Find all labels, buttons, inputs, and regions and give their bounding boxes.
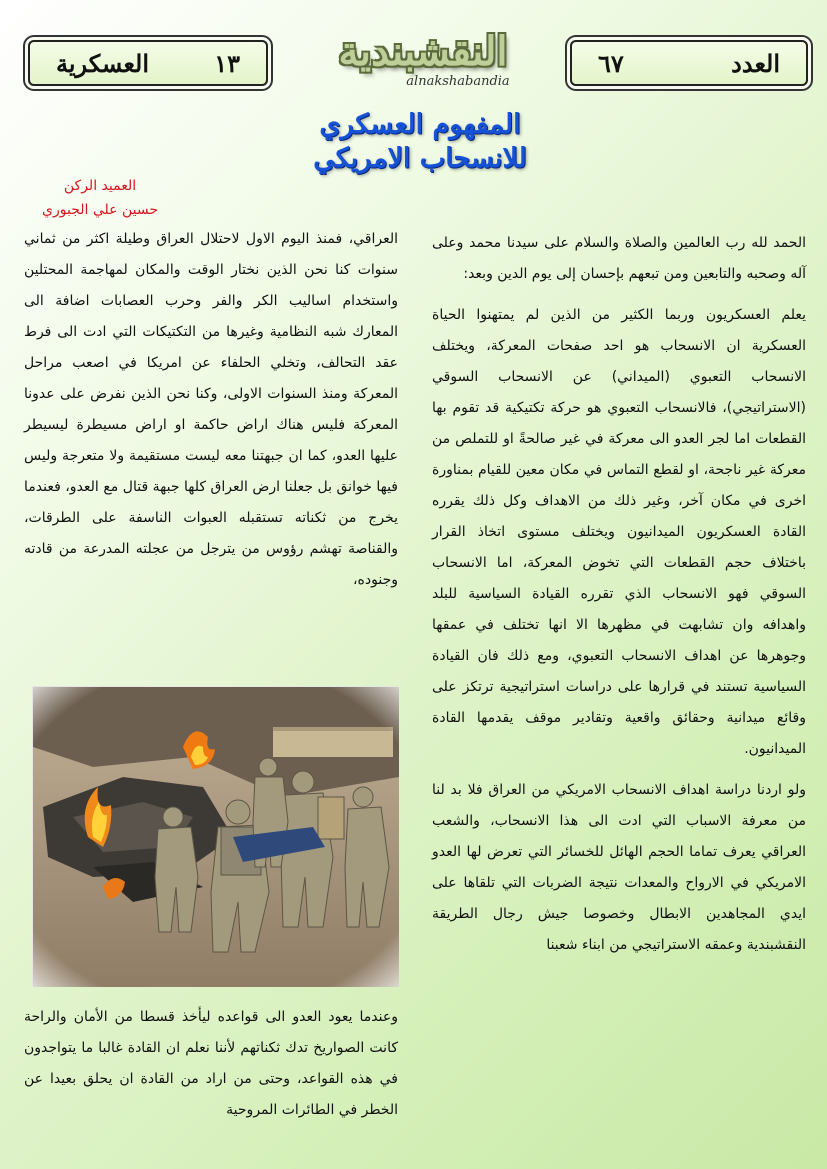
author-byline bbox=[20, 174, 180, 222]
issue-banner bbox=[570, 40, 808, 86]
author-name: حسين علي الجبوري bbox=[42, 202, 158, 218]
title-line-2: للانسحاب الامريكي bbox=[313, 143, 527, 174]
paragraph-left-bottom: وعندما يعود العدو الى قواعده ليأخذ قسطا من الأمان والراحة كانت الصواريخ تدك ثكناتهم لأننا نعلم ان القادة غالبا ما يتواجدون في هذه القواعد، وحتى من اراد من القادة ان يحلق بعيدا عن الخطر في الطائرات المروحية bbox=[24, 1009, 398, 1118]
author-rank: العميد الركن bbox=[63, 178, 137, 194]
issue-number: ٦٧ bbox=[598, 48, 624, 78]
logo-text: النقشبندية bbox=[338, 28, 508, 75]
issue-label: العدد bbox=[731, 48, 780, 78]
article-column-left-bottom bbox=[24, 1002, 398, 1136]
magazine-logo bbox=[298, 24, 548, 104]
page-number: ١٣ bbox=[214, 48, 240, 78]
article-column-left-top bbox=[24, 224, 398, 606]
section-name: العسكرية bbox=[56, 48, 150, 78]
paragraph-intro: الحمد لله رب العالمين والصلاة والسلام على سيدنا محمد وعلى آله وصحبه والتابعين ومن تبعهم بإحسان إلى يوم الدين وبعد: bbox=[432, 235, 806, 282]
article-photo bbox=[32, 686, 398, 986]
article-title bbox=[200, 108, 640, 176]
soldiers-wreck-image bbox=[33, 687, 399, 987]
page-header bbox=[8, 18, 819, 98]
paragraph-withdrawal-types: يعلم العسكريون وربما الكثير من الذين لم يمتهنوا الحياة العسكرية ان الانسحاب هو احد صفحات المعركة، ويختلف الانسحاب التعبوي (الميداني) عن الانسحاب السوقي (الاستراتيجي)، فالانسحاب التعبوي هو حركة تكتيكية قد تقوم بها القطعات اما لجر العدو الى معركة في غير صالحةً او للتملص من معركة غير ناجحة، او لقطع التماس في مكان معين للقيام بمناورة اخرى في مكان آخر، وغير ذلك من الاهداف وكل ذلك يقرره القادة العسكريون الميدانيون ويختلف مستوى اتخاذ القرار باختلاف حجم القطعات التي تخوض المعركة، اما الانسحاب السوقي فهو الانسحاب الذي تقرره القيادة السياسية للبلد واهدافه وان تشابهت في مظهرها الا انها تختلف في عمقها وجوهرها عن اهداف الانسحاب التعبوي، ومع ذلك فان القيادة السياسية تستند في قرارها على دراسات استراتيجية ترتكز على وقائع ميدانية وحقائق واقعية وتقادير موقف يقدمها القادة الميدانيون. bbox=[432, 307, 806, 757]
logo-latin: alnakshabandia bbox=[406, 74, 510, 89]
title-line-1: المفهوم العسكري bbox=[319, 109, 521, 140]
paragraph-us-withdrawal: ولو اردنا دراسة اهداف الانسحاب الامريكي من العراق فلا بد لنا من معرفة الاسباب التي ادت الى هذا الانسحاب، والشعب العراقي يعرف تماما الحجم الهائل للخسائر التي تعرض لها العدو الامريكي في الارواح والمعدات نتيجة الضربات التي تلقاها على ايدي المجاهدين الابطال وخصوصا جيش رجال الطريقة النقشبندية وعمقه الاستراتيجي من ابناء شعبنا bbox=[432, 782, 806, 953]
section-banner bbox=[28, 40, 268, 86]
paragraph-left-top: العراقي، فمنذ اليوم الاول لاحتلال العراق وطيلة اكثر من ثماني سنوات كنا نحن الذين نختار الوقت والمكان لمهاجمة المحتلين واستخدام اساليب الكر والفر وحرب العصابات اضافة الى المعارك شبه النظامية وغيرها من التكتيكات التي ادت الى فرط عقد التحالف، وتخلي الحلفاء عن امريكا في اصعب مراحل المعركة ومنذ السنوات الاولى، وكنا نحن الذين نفرض على عدونا المعركة فليس هناك اراض حاكمة او اراض مسيطرة ليسيطر عليها العدو، كما ان جبهتنا معه ليست مستقيمة ولا متعرجة وليس فيها خوانق بل جعلنا ارض العراق كلها جبهة قتال مع العدو، فعندما يخرج من ثكناته تستقبله العبوات الناسفة على الطرقات، والقناصة تهشم رؤوس من يترجل من عجلته المدرعة من قادته وجنوده، bbox=[24, 231, 398, 588]
article-column-right bbox=[432, 228, 806, 971]
